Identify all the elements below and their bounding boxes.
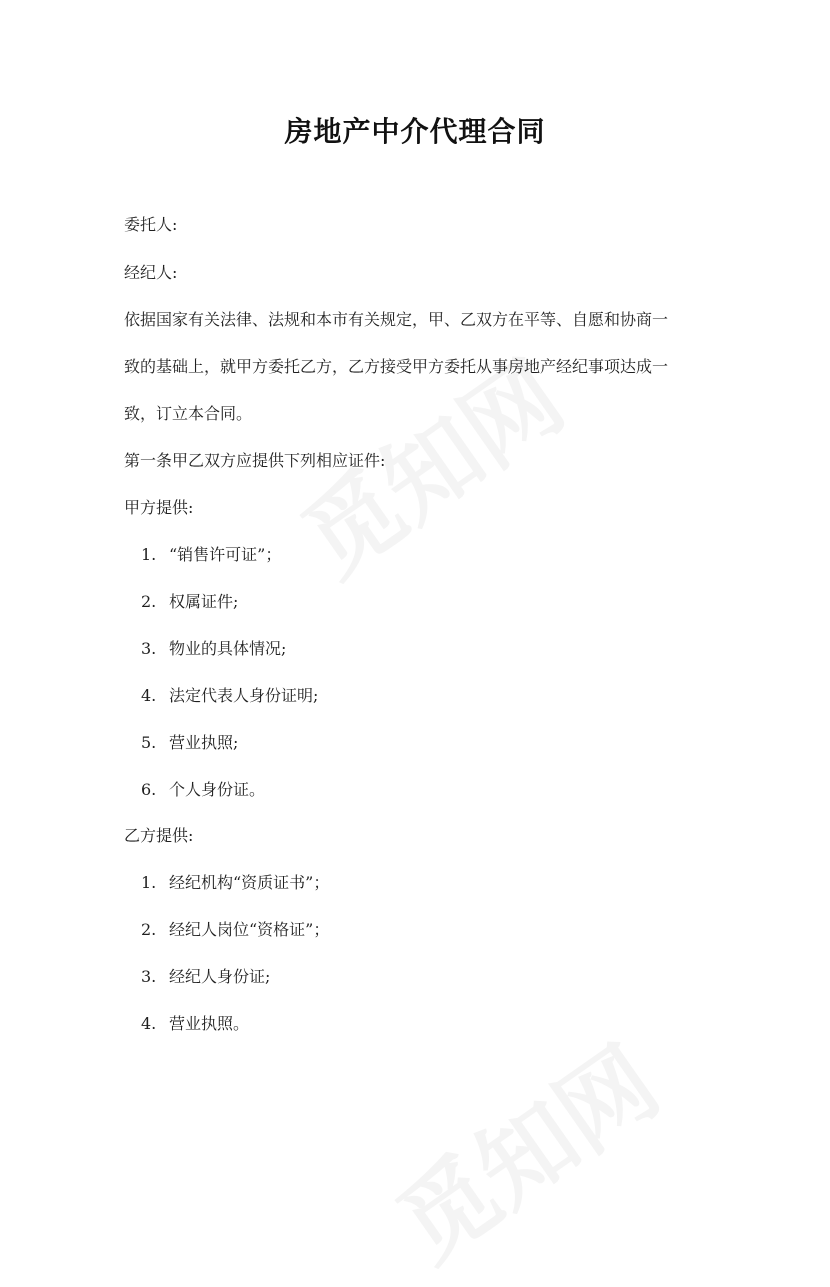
list-number: 3. (141, 639, 157, 658)
list-number: 4. (141, 1014, 157, 1033)
list-item-text: 营业执照。 (169, 1014, 250, 1033)
party-b-list-item (141, 1011, 249, 1034)
document-title: 房地产中介代理合同 (284, 115, 546, 148)
party-a-list-item (141, 730, 238, 753)
list-item-text: 营业执照; (169, 733, 239, 752)
list-item-text: 个人身份证。 (169, 780, 266, 799)
list-item-text: 经纪人岗位“资格证”； (169, 920, 330, 939)
party-a-heading: 甲方提供: (124, 498, 194, 517)
party-a-list-item (141, 636, 286, 659)
list-item-text: 经纪机构“资质证书”； (169, 873, 330, 892)
list-item-text: 法定代表人身份证明; (169, 686, 319, 705)
party-a-list-item (141, 777, 265, 800)
party-b-list-item (141, 917, 329, 940)
list-item-text: 物业的具体情况; (169, 639, 287, 658)
party-b-list-item (141, 964, 270, 987)
party-b-list-item (141, 870, 329, 893)
party-a-list-item (141, 542, 281, 565)
list-number: 6. (141, 780, 157, 799)
agent-label: 经纪人: (124, 263, 178, 282)
article-heading: 第一条甲乙双方应提供下列相应证件: (124, 451, 386, 470)
list-number: 3. (141, 967, 157, 986)
intro-line: 致的基础上，就甲方委托乙方，乙方接受甲方委托从事房地产经纪事项达成一 (124, 357, 669, 376)
party-a-list-item (141, 683, 318, 706)
watermark (367, 1010, 681, 1287)
intro-line: 依据国家有关法律、法规和本市有关规定，甲、乙双方在平等、自愿和协商一 (124, 310, 669, 329)
party-a-list-item (141, 589, 238, 612)
client-label: 委托人: (124, 215, 178, 234)
list-item-text: 权属证件; (169, 592, 239, 611)
list-number: 2. (141, 592, 157, 611)
list-number: 4. (141, 686, 157, 705)
list-item-text: 经纪人身份证; (169, 967, 271, 986)
list-number: 1. (141, 873, 157, 892)
list-item-text: “销售许可证”； (169, 545, 282, 564)
list-number: 1. (141, 545, 157, 564)
intro-line: 致，订立本合同。 (124, 404, 253, 423)
party-b-heading: 乙方提供: (124, 826, 194, 845)
list-number: 5. (141, 733, 157, 752)
list-number: 2. (141, 920, 157, 939)
